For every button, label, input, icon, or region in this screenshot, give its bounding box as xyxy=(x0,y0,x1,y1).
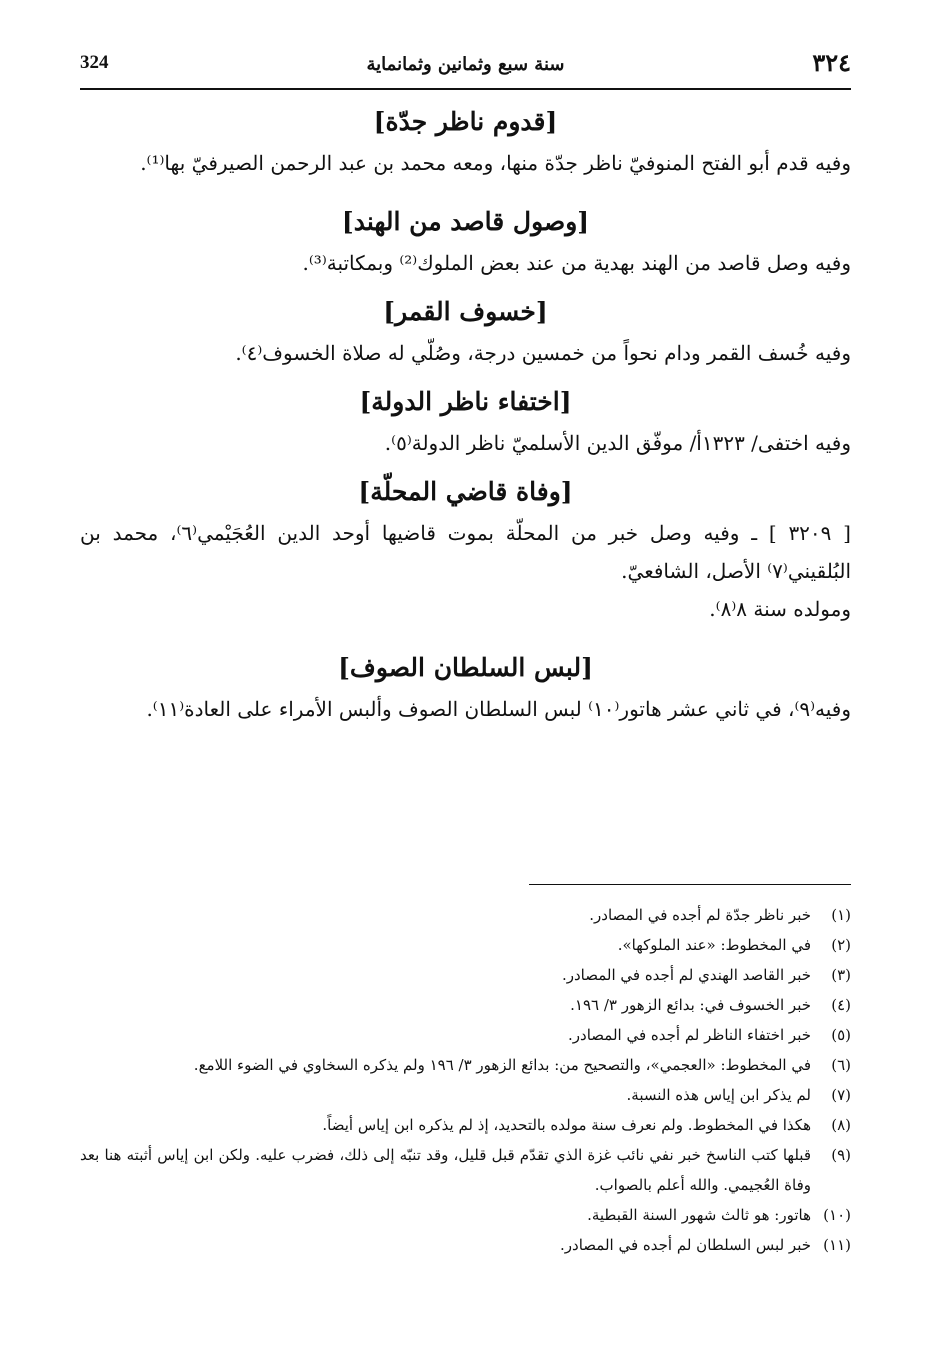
paragraph: [ ٣٢٠٩ ] ـ وفيه وصل خبر من المحلّة بموت قاضيها أوحد الدين العُجَيْمي⁽٦⁾، محمد بن البُلقيني⁽٧⁾ الأصل، الشافعيّ. xyxy=(80,521,851,583)
section-heading: [خسوف القمر] xyxy=(383,297,548,326)
running-title: سنة سبع وثمانين وثمانماية xyxy=(366,54,565,75)
paragraph: وفيه خُسف القمر ودام نحواً من خمسين درجة، وصُلّي له صلاة الخسوف⁽٤⁾. xyxy=(235,341,851,365)
footnote-text: لم يذكر ابن إياس هذه النسبة. xyxy=(626,1086,811,1104)
footnote xyxy=(80,1050,851,1080)
footnote-number: (٤) xyxy=(831,996,851,1014)
page-header xyxy=(80,46,851,90)
footnote-number: (١) xyxy=(831,906,851,924)
section-heading: [وفاة قاضي المحلّة] xyxy=(358,477,573,506)
footnote xyxy=(80,1110,851,1140)
section-sultan-wool xyxy=(80,646,851,728)
section-heading: [اختفاء ناظر الدولة] xyxy=(359,387,572,416)
footnote-number: (٧) xyxy=(831,1086,851,1104)
section-disappearance-nazir xyxy=(80,380,851,462)
footnote-text: خبر القاصد الهندي لم أجده في المصادر. xyxy=(561,966,811,984)
footnote-number: (١٠) xyxy=(823,1206,851,1224)
page-number-latin: 324 xyxy=(80,52,109,73)
footnote-text: هكذا في المخطوط. ولم نعرف سنة مولده بالتحديد، إذ لم يذكره ابن إياس أيضاً. xyxy=(322,1116,811,1134)
footnote xyxy=(80,960,851,990)
paragraph: وفيه⁽٩⁾، في ثاني عشر هاتور⁽١٠⁾ لبس السلطان الصوف وألبس الأمراء على العادة⁽١١⁾. xyxy=(146,697,851,721)
paragraph: وفيه اختفى/ ١٣٢٣أ/ موفّق الدين الأسلميّ ناظر الدولة⁽٥⁾. xyxy=(384,431,851,455)
footnote-text: في المخطوط: «عند الملوكها». xyxy=(617,936,811,954)
footnote-text: خبر الخسوف في: بدائع الزهور ٣/ ١٩٦. xyxy=(570,996,811,1014)
main-text xyxy=(80,100,851,728)
footnote-number: (٢) xyxy=(831,936,851,954)
section-envoy-india xyxy=(80,200,851,282)
footnote xyxy=(80,990,851,1020)
footnote-number: (١١) xyxy=(823,1236,851,1254)
footnote xyxy=(80,930,851,960)
footnote xyxy=(80,1230,851,1260)
footnote xyxy=(80,1080,851,1110)
section-death-judge xyxy=(80,470,851,628)
footnote-text: هاتور: هو ثالث شهور السنة القبطية. xyxy=(587,1206,811,1224)
footnote-text: خبر اختفاء الناظر لم أجده في المصادر. xyxy=(568,1026,811,1044)
footnote-text: خبر ناظر جدّة لم أجده في المصادر. xyxy=(589,906,811,924)
footnote-number: (٣) xyxy=(831,966,851,984)
footnote-text: قبلها كتب الناسخ خبر نفي نائب غزة الذي تقدّم قبل قليل، وقد تنبّه إلى ذلك، فضرب عليه. ولكن ابن إياس أثبته هنا بعد وفاة العُجيمي. والله أعلم بالصواب. xyxy=(80,1146,811,1194)
footnote-number: (٩) xyxy=(831,1146,851,1164)
section-arrival-jeddah xyxy=(80,100,851,182)
footnote-divider xyxy=(529,884,851,885)
footnote-number: (٥) xyxy=(831,1026,851,1044)
footnote xyxy=(80,1020,851,1050)
footnote-text: في المخطوط: «العجمي»، والتصحيح من: بدائع الزهور ٣/ ١٩٦ ولم يذكره السخاوي في الضوء اللامع. xyxy=(193,1056,811,1074)
footnote-number: (٨) xyxy=(831,1116,851,1134)
page-number-arabic: ٣٢٤ xyxy=(812,48,851,77)
footnote-text: خبر لبس السلطان لم أجده في المصادر. xyxy=(560,1236,811,1254)
paragraph: ومولده سنة ٨⁽٨⁾. xyxy=(709,597,851,621)
footnote xyxy=(80,1140,851,1200)
paragraph: وفيه وصل قاصد من الهند بهدية من عند بعض الملوك⁽²⁾ وبمكاتبة⁽³⁾. xyxy=(302,251,851,275)
paragraph: وفيه قدم أبو الفتح المنوفيّ ناظر جدّة منها، ومعه محمد بن عبد الرحمن الصيرفيّ بها⁽¹⁾. xyxy=(140,151,851,175)
section-heading: [قدوم ناظر جدّة] xyxy=(373,107,558,136)
section-lunar-eclipse xyxy=(80,290,851,372)
footnote xyxy=(80,900,851,930)
footnote xyxy=(80,1200,851,1230)
footnotes xyxy=(80,900,851,1260)
section-heading: [لبس السلطان الصوف] xyxy=(338,653,593,682)
footnote-number: (٦) xyxy=(831,1056,851,1074)
section-heading: [وصول قاصد من الهند] xyxy=(341,207,590,236)
